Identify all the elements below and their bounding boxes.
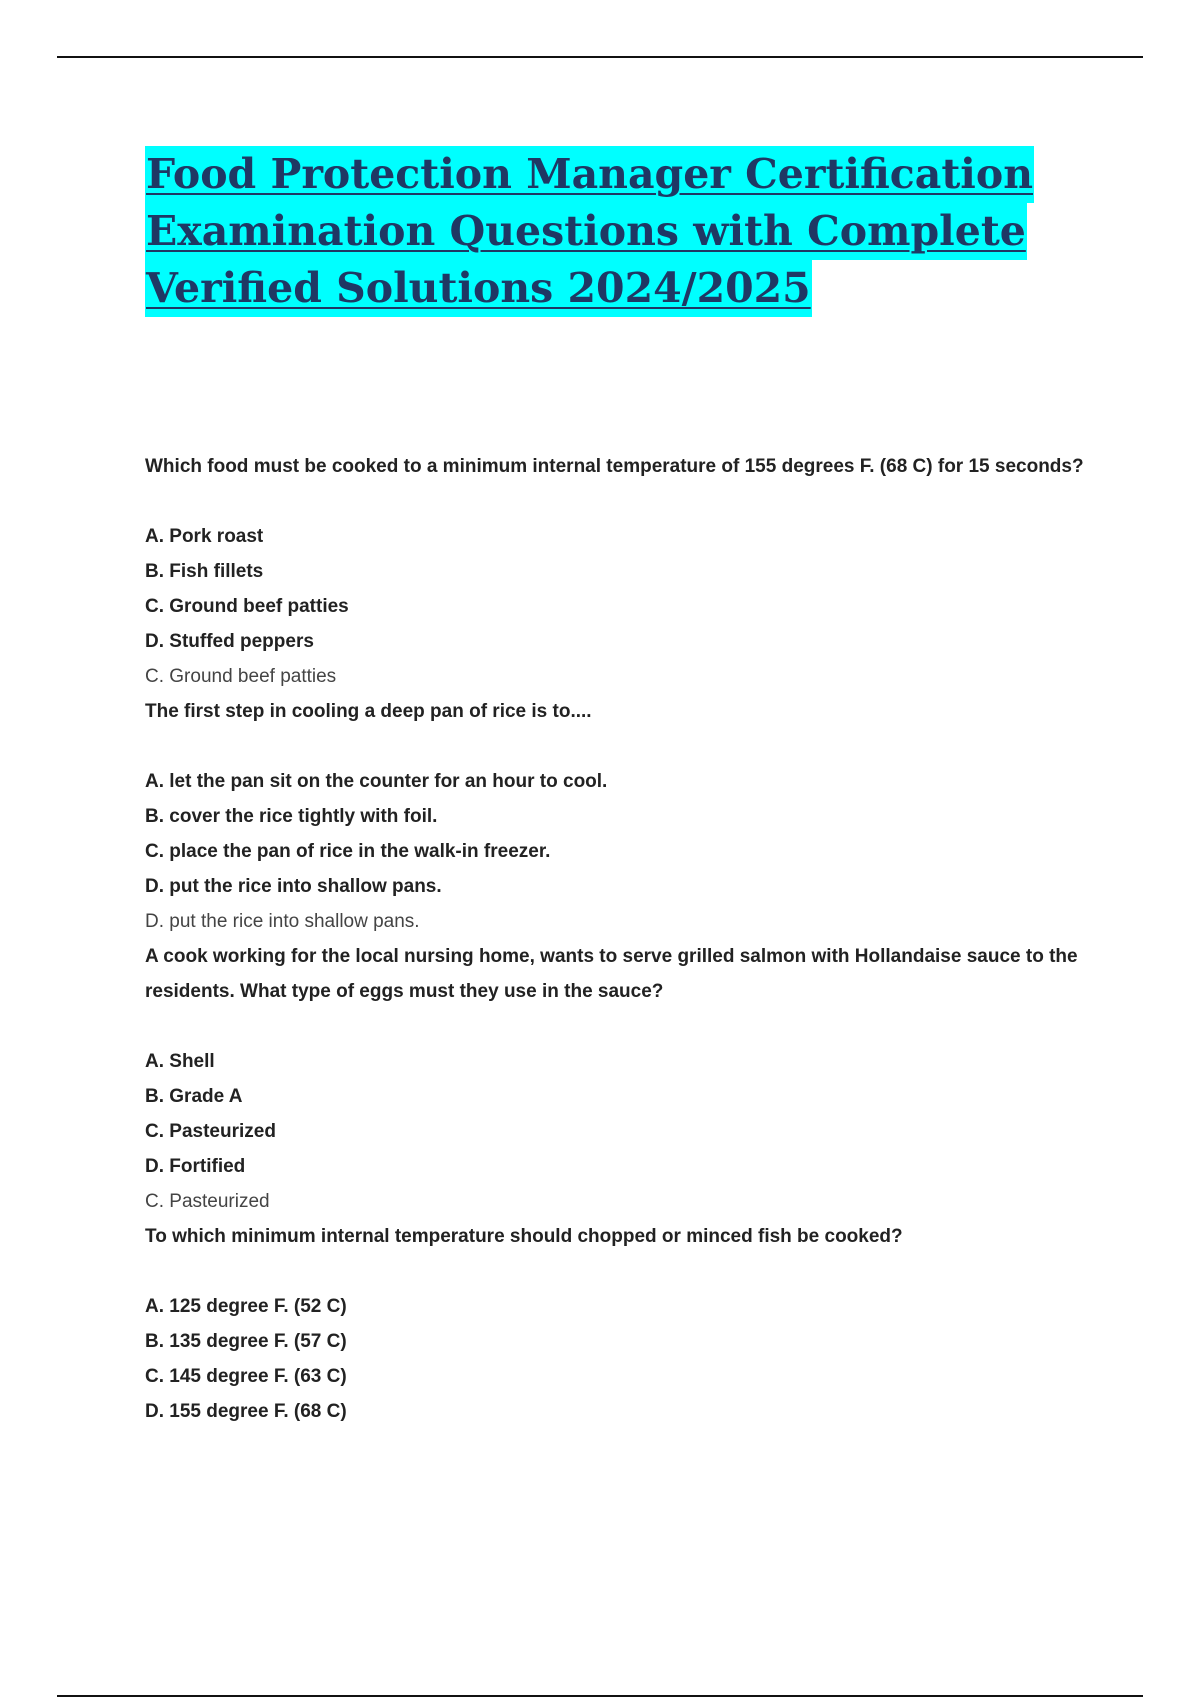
option-b: B. cover the rice tightly with foil. (145, 806, 438, 827)
option-c: C. 145 degree F. (63 C) (145, 1366, 347, 1387)
document-title (145, 146, 1105, 317)
answer-text: C. Pasteurized (145, 1191, 270, 1212)
answer-text: C. Ground beef patties (145, 666, 337, 687)
question-block-1 (145, 449, 1085, 694)
option-d: D. Fortified (145, 1156, 246, 1177)
title-line-1: Food Protection Manager Certification (145, 146, 1034, 203)
title-line-2: Examination Questions with Complete (145, 203, 1027, 260)
question-text: To which minimum internal temperature should chopped or minced fish be cooked? (145, 1226, 903, 1247)
question-block-4 (145, 1219, 1085, 1429)
option-b: B. Fish fillets (145, 561, 264, 582)
option-c: C. Ground beef patties (145, 596, 349, 617)
option-c: C. place the pan of rice in the walk-in freezer. (145, 841, 551, 862)
option-list (145, 1289, 1085, 1429)
option-c: C. Pasteurized (145, 1121, 276, 1142)
answer-text: D. put the rice into shallow pans. (145, 911, 420, 932)
option-b: B. 135 degree F. (57 C) (145, 1331, 347, 1352)
option-d: D. Stuffed peppers (145, 631, 314, 652)
question-text: A cook working for the local nursing home, wants to serve grilled salmon with Hollandaise sauce to the residents. What type of eggs must they use in the sauce? (145, 946, 1078, 1002)
question-block-3 (145, 939, 1085, 1219)
option-a: A. 125 degree F. (52 C) (145, 1296, 347, 1317)
option-d: D. put the rice into shallow pans. (145, 876, 442, 897)
option-list (145, 1044, 1085, 1184)
option-d: D. 155 degree F. (68 C) (145, 1401, 347, 1422)
option-a: A. Pork roast (145, 526, 264, 547)
question-list (145, 449, 1085, 1429)
question-text: The first step in cooling a deep pan of rice is to.... (145, 701, 592, 722)
option-a: A. Shell (145, 1051, 215, 1072)
top-rule (57, 56, 1143, 58)
title-line-3: Verified Solutions 2024/2025 (145, 260, 812, 317)
question-text: Which food must be cooked to a minimum internal temperature of 155 degrees F. (68 C) for 15 seconds? (145, 456, 1084, 477)
question-block-2 (145, 694, 1085, 939)
option-list (145, 764, 1085, 904)
bottom-rule (57, 1695, 1143, 1697)
option-list (145, 519, 1085, 659)
option-a: A. let the pan sit on the counter for an hour to cool. (145, 771, 608, 792)
option-b: B. Grade A (145, 1086, 243, 1107)
